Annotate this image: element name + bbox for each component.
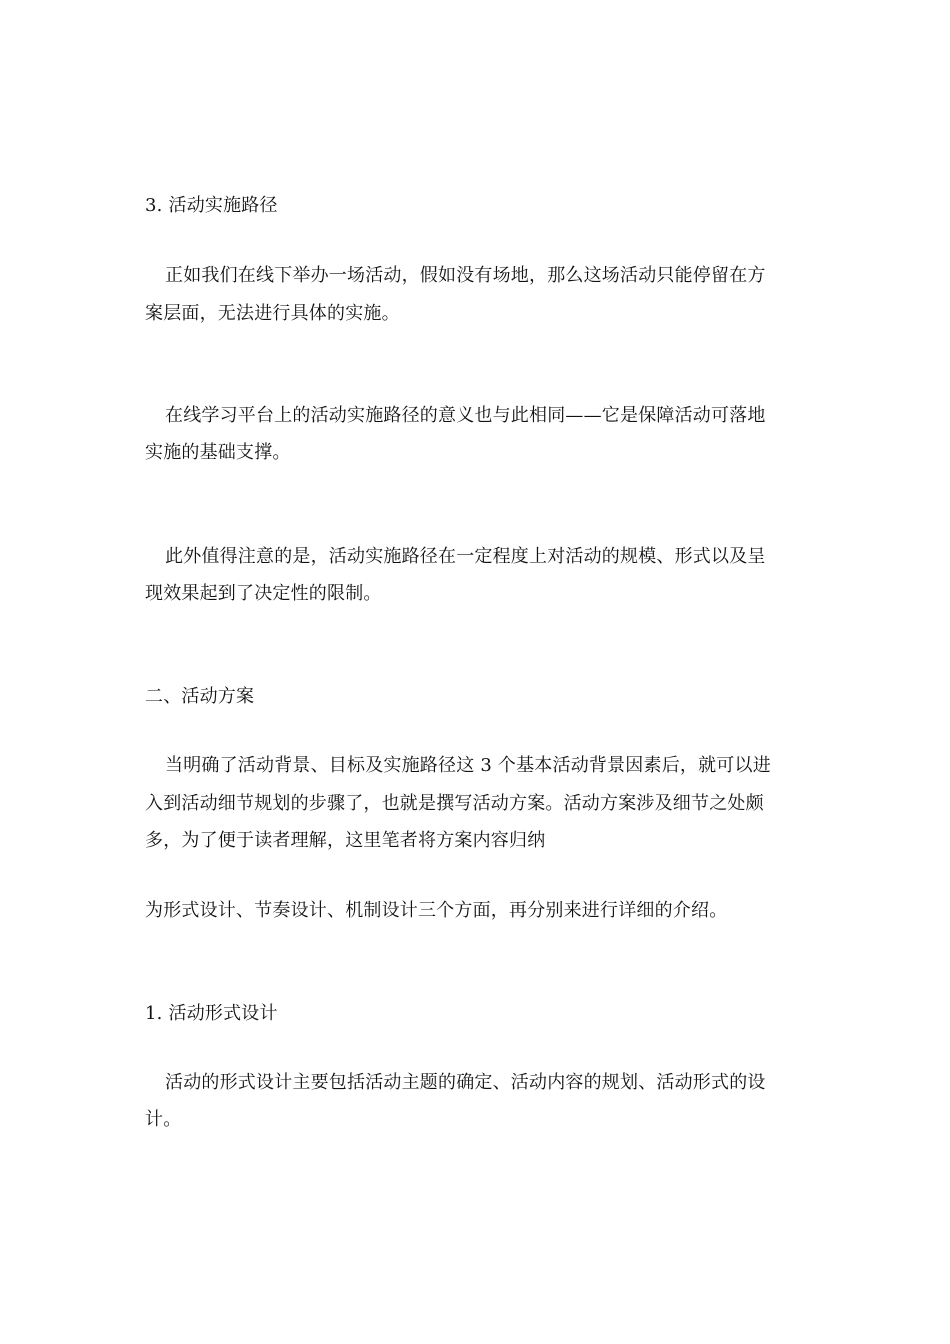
paragraph-1-line-1: 正如我们在线下举办一场活动，假如没有场地，那么这场活动只能停留在方: [165, 265, 766, 286]
paragraph-5-line-1: 为形式设计、节奏设计、机制设计三个方面，再分别来进行详细的介绍。: [145, 900, 728, 921]
section-2-heading: 二、活动方案: [145, 686, 255, 707]
paragraph-6-line-2: 计。: [145, 1109, 182, 1130]
paragraph-2-line-1: 在线学习平台上的活动实施路径的意义也与此相同——它是保障活动可落地: [165, 405, 766, 426]
paragraph-3-line-2: 现效果起到了决定性的限制。: [145, 583, 382, 604]
subsection-1-heading: 1. 活动形式设计: [145, 1003, 278, 1024]
paragraph-3-line-1: 此外值得注意的是，活动实施路径在一定程度上对活动的规模、形式以及呈: [165, 546, 766, 567]
paragraph-4-line-3: 多，为了便于读者理解，这里笔者将方案内容归纳: [145, 830, 546, 851]
paragraph-4-line-1: 当明确了活动背景、目标及实施路径这 3 个基本活动背景因素后，就可以进: [165, 755, 771, 776]
paragraph-4-line-2: 入到活动细节规划的步骤了，也就是撰写活动方案。活动方案涉及细节之处颇: [145, 793, 764, 814]
paragraph-1-line-2: 案层面，无法进行具体的实施。: [145, 303, 400, 324]
paragraph-6-line-1: 活动的形式设计主要包括活动主题的确定、活动内容的规划、活动形式的设: [165, 1072, 766, 1093]
section-3-heading: 3. 活动实施路径: [145, 195, 278, 216]
paragraph-2-line-2: 实施的基础支撑。: [145, 442, 291, 463]
